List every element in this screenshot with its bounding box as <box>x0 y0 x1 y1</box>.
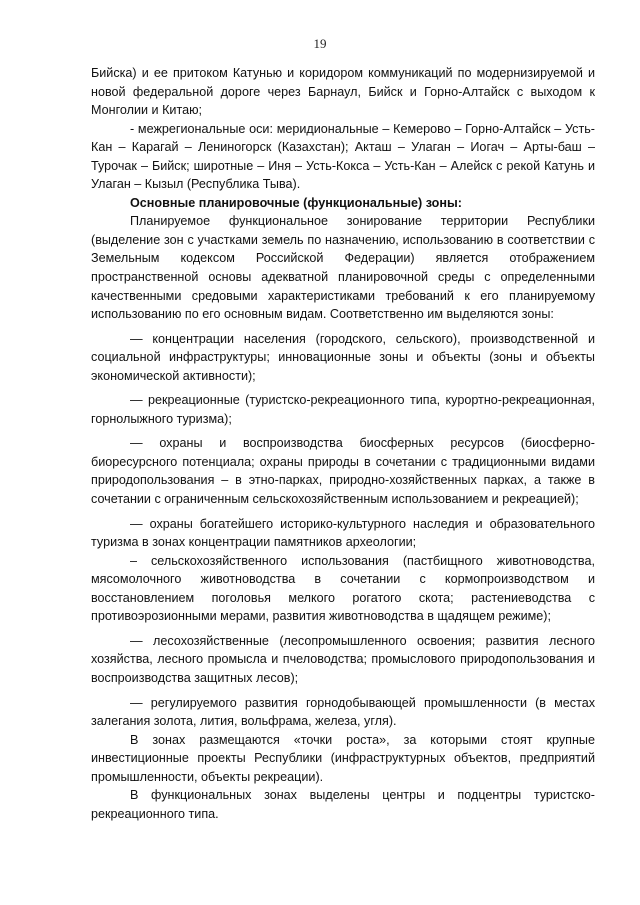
zone-item-heritage: — охраны богатейшего историко-культурного наследия и образовательного туризма в зонах концентрации памятников археологии; <box>91 516 595 550</box>
page-number: 19 <box>313 36 327 51</box>
zone-item-biosphere: — охраны и воспроизводства биосферных ресурсов (биосферно-биоресурсного потенциала; охраны природы в сочетании с традиционными видами природопользования – в этно-парках, природно-хозяйственных парках, а также в сочетании с ограниченным сельскохозяйственным использованием и рекреацией); <box>91 436 595 507</box>
paragraph: Бийска) и ее притоком Катунью и коридором коммуникаций по модернизируемой и новой федеральной дороге через Барнаул, Бийск и Горно-Алтайск с выходом к Монголии и Китаю; <box>91 66 595 118</box>
zone-item-recreational: — рекреационные (туристско-рекреационного типа, курортно-рекреационная, горнолыжного туризма); <box>91 393 595 426</box>
zone-item-forestry: — лесохозяйственные (лесопромышленного освоения; развития лесного хозяйства, лесного промысла и пчеловодства; промыслового природопользования и воспроизводства защитных лесов); <box>91 633 595 685</box>
paragraph-tourist-centers: В функциональных зонах выделены центры и подцентры туристско-рекреационного типа. <box>91 788 595 821</box>
zone-item-mining: — регулируемого развития горнодобывающей промышленности (в местах залегания золота, лития, вольфрама, железа, угля). <box>91 695 595 729</box>
paragraph-zoning-intro: Планируемое функциональное зонирование территории Республики (выделение зон с участками земель по назначению, использованию в соответствии с Земельным кодексом Российской Федерации) является отображением пространственной основы адекватной планировочной среды с определенными качественными средовыми характеристиками требований к его планируемому использованию по его основным видам. Соответственно им выделяются зоны: <box>91 214 595 322</box>
zone-item-agriculture: – сельскохозяйственного использования (пастбищного животноводства, мясомолочного животноводства в сочетании с кормопроизводством и восстановлением поголовья мелкого рогатого скота; растениеводства с противоэрозионными мерами, развития животноводства в щадящем режиме); <box>91 553 595 624</box>
page-body <box>91 64 595 823</box>
zone-item-population: — концентрации населения (городского, сельского), производственной и социальной инфраструктуры; инновационные зоны и объекты (зоны и объекты экономической активности); <box>91 331 595 383</box>
paragraph-growth-points: В зонах размещаются «точки роста», за которыми стоят крупные инвестиционные проекты Республики (инфраструктурных объектов, предприятий промышленности, объекты рекреации). <box>91 732 595 784</box>
section-heading: Основные планировочные (функциональные) зоны: <box>130 195 462 210</box>
paragraph-interregional-axes: - межрегиональные оси: меридиональные – Кемерово – Горно-Алтайск – Усть-Кан – Карагай – Лениногорск (Казахстан); Акташ – Улаган – Иогач – Арты-баш – Турочак – Бийск; широтные – Иня – Усть-Кокса – Усть-Кан – Алейск с рекой Катунь и Улаган – Кызыл (Республика Тыва). <box>91 121 595 192</box>
